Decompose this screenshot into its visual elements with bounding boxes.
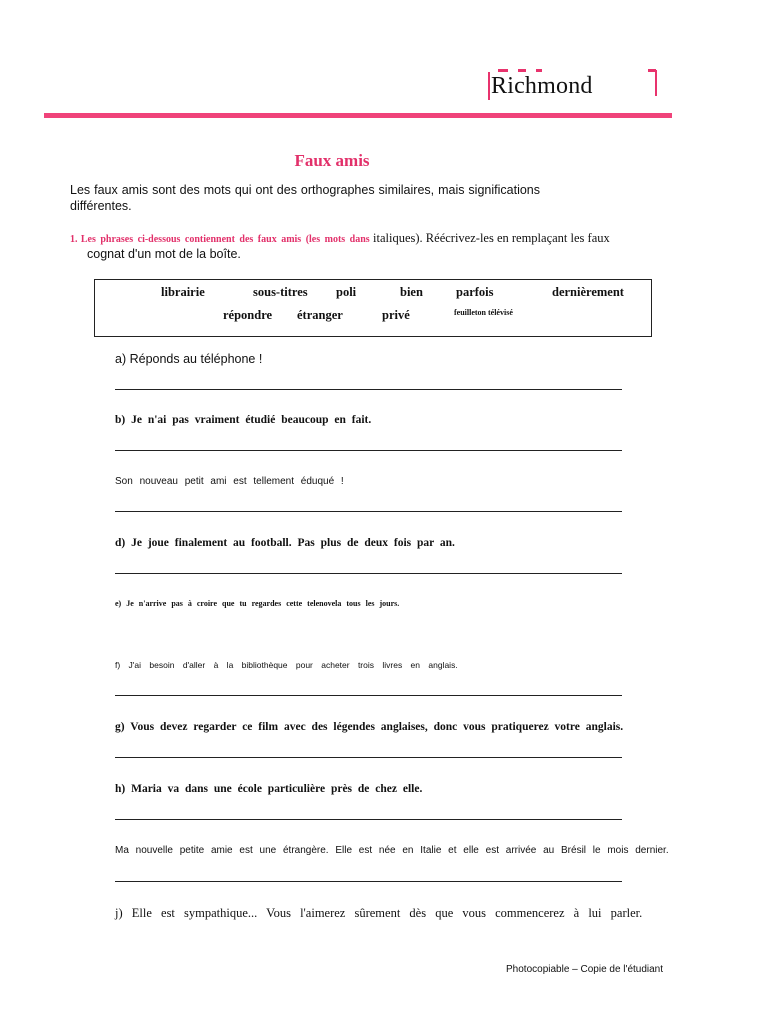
exercise-item-j: j) Elle est sympathique... Vous l'aimerez sûrement dès que vous commencerez à lui parler.: [115, 906, 643, 920]
page-title: Faux amis: [294, 151, 370, 170]
exercise-item-h: h) Maria va dans une école particulière près de chez elle.: [115, 783, 423, 795]
word-box-word: répondre: [223, 308, 273, 322]
logo-dash: [498, 69, 508, 72]
richmond-logo: [488, 64, 660, 100]
logo-dash: [518, 69, 526, 72]
footer-text: Photocopiable – Copie de l'étudiant: [506, 964, 664, 975]
instruction-second-line: cognat d'un mot de la boîte.: [87, 247, 241, 261]
instruction-number: 1.: [70, 234, 78, 245]
answer-line[interactable]: [115, 511, 622, 512]
exercise-item-d: d) Je joue finalement au football. Pas plus de deux fois par an.: [115, 537, 455, 549]
logo-text: Richmond: [491, 73, 593, 99]
exercise-item-b: b) Je n'ai pas vraiment étudié beaucoup en fait.: [115, 414, 372, 426]
word-box-word: privé: [382, 308, 410, 322]
word-box-word: sous-titres: [253, 285, 308, 299]
exercise-item-c: Son nouveau petit ami est tellement éduqué !: [115, 476, 344, 487]
exercise-item-a: a) Réponds au téléphone !: [115, 352, 263, 366]
word-box-word: feuilleton télévisé: [454, 308, 513, 317]
exercise-item-g: g) Vous devez regarder ce film avec des légendes anglaises, donc vous pratiquerez votre anglais.: [115, 721, 624, 733]
instruction: [70, 231, 690, 262]
answer-line[interactable]: [115, 450, 622, 451]
answer-line[interactable]: [115, 757, 622, 758]
instruction-red-text: Les phrases ci-dessous contiennent des faux amis (les mots dans: [80, 234, 370, 245]
word-box-word: bien: [400, 285, 423, 299]
exercise-item-f: f) J'ai besoin d'aller à la bibliothèque pour acheter trois livres en anglais.: [115, 660, 458, 670]
answer-line[interactable]: [115, 389, 622, 390]
exercise-item-i: Ma nouvelle petite amie est une étrangère. Elle est née en Italie et elle est arrivée au Brésil le mois dernier.: [115, 845, 669, 856]
answer-line[interactable]: [115, 881, 622, 882]
word-box-word: librairie: [161, 285, 205, 299]
word-box-word: étranger: [297, 308, 343, 322]
word-box-word: poli: [336, 285, 357, 299]
logo-bar-right: [655, 70, 657, 96]
word-box-word: parfois: [456, 285, 494, 299]
exercise-item-e: e) Je n'arrive pas à croire que tu regardes cette telenovela tous les jours.: [115, 599, 400, 608]
answer-line[interactable]: [115, 573, 622, 574]
word-box-word: dernièrement: [552, 285, 624, 299]
header-rule: [44, 113, 672, 118]
logo-dash: [536, 69, 542, 72]
answer-line[interactable]: [115, 819, 622, 820]
intro-text: Les faux amis sont des mots qui ont des orthographes similaires, mais significations différentes.: [70, 183, 540, 213]
answer-line[interactable]: [115, 695, 622, 696]
instruction-text: italiques). Réécrivez-les en remplaçant les faux: [373, 231, 610, 245]
logo-bar-left: [488, 72, 490, 100]
word-box: [94, 279, 652, 337]
